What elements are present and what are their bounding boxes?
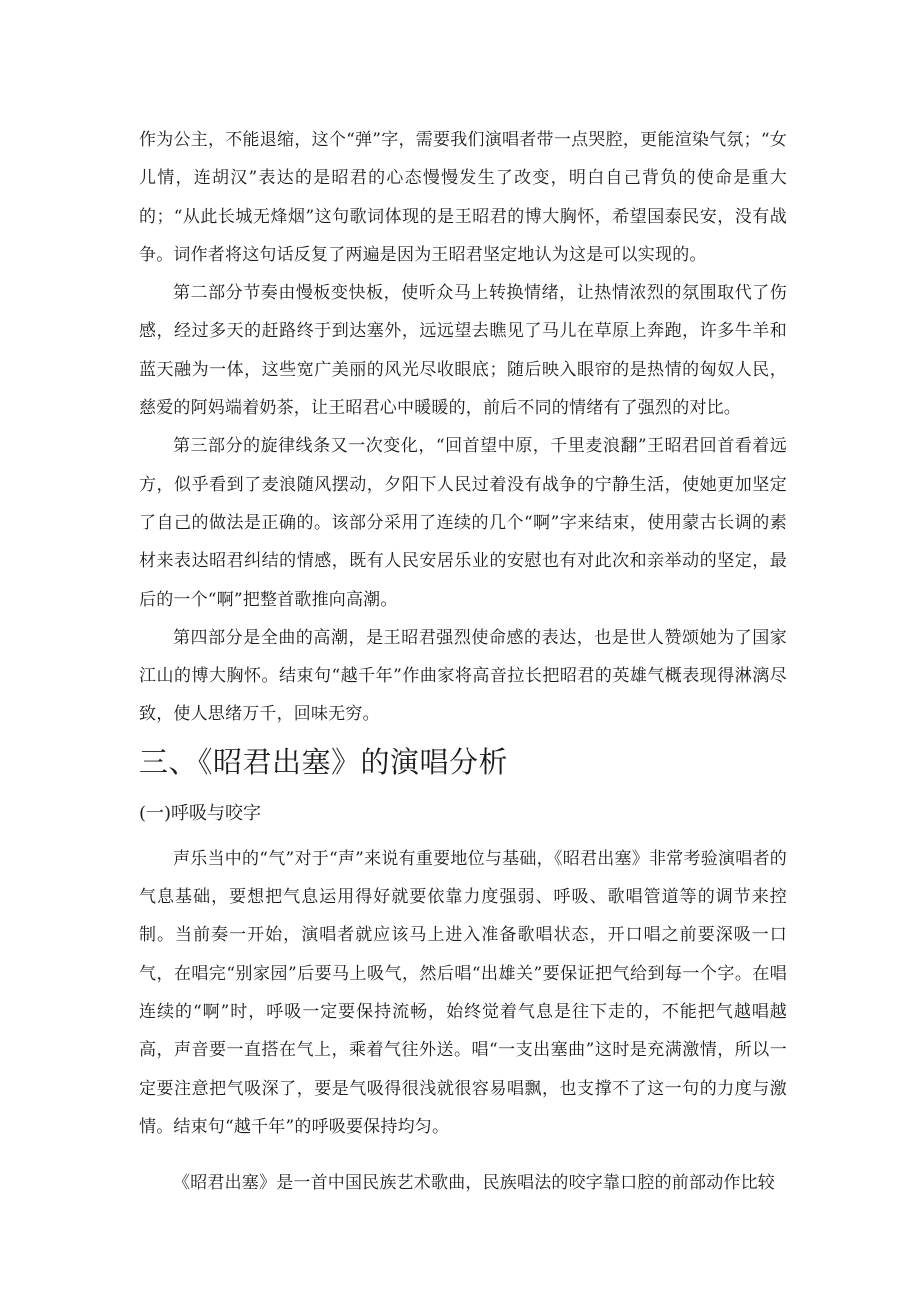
paragraph-breathing: 声乐当中的“气”对于“声”来说有重要地位与基础，《昭君出塞》非常考验演唱者的气息基础，要想把气息运用得好就要依靠力度强弱、呼吸、歌唱管道等的调节来控制。当前奏一开始，演唱者就应该马上进入准备歌唱状态，开口唱之前要深吸一口气，在唱完“别家园”后要马上吸气，然后唱“出雄关”要保证把气给到每一个字。在唱连续的“啊”时，呼吸一定要保持流畅，始终觉着气息是往下走的，不能把气越唱越高，声音要一直搭在气上，乘着气往外送。唱“一支出塞曲”这时是充满激情，所以一定要注意把气吸深了，要是气吸得很浅就很容易唱飘，也支撑不了这一句的力度与激情。结束句“越千年”的呼吸要保持均匀。 [139,848,787,1137]
document-body [139,121,787,1202]
paragraph-articulation: 《昭君出塞》是一首中国民族艺术歌曲，民族唱法的咬字靠口腔的前部动作比较 [173,1173,775,1194]
paragraph-part-three: 第三部分的旋律线条又一次变化，“回首望中原，千里麦浪翻”王昭君回首看着远方，似乎看到了麦浪随风摆动，夕阳下人民过着没有战争的宁静生活，使她更加坚定了自己的做法是正确的。该部分采用了连续的几个“啊”字来结束，使用蒙古长调的素材来表达昭君纠结的情感，既有人民安居乐业的安慰也有对此次和亲举动的坚定，最后的一个“啊”把整首歌推向高潮。 [139,436,787,610]
paragraph-part-two: 第二部分节奏由慢板变快板，使听众马上转换情绪，让热情浓烈的氛围取代了伤感，经过多天的赶路终于到达塞外，远远望去瞧见了马儿在草原上奔跑，许多牛羊和蓝天融为一体，这些宽广美丽的风光尽收眼底；随后映入眼帘的是热情的匈奴人民，慈爱的阿妈端着奶茶，让王昭君心中暖暖的，前后不同的情绪有了强烈的对比。 [139,283,787,419]
paragraph-continuation: 作为公主，不能退缩，这个“弹”字，需要我们演唱者带一点哭腔，更能渲染气氛；“女儿情，连胡汉”表达的是昭君的心态慢慢发生了改变，明白自己背负的使命是重大的；“从此长城无烽烟”这句歌词体现的是王昭君的博大胸怀，希望国泰民安，没有战争。词作者将这句话反复了两遍是因为王昭君坚定地认为这是可以实现的。 [139,130,787,265]
subsection-heading: (一)呼吸与咬字 [139,802,262,824]
section-heading: 三、《昭君出塞》的演唱分析 [139,744,509,779]
paragraph-part-four: 第四部分是全曲的高潮，是王昭君强烈使命感的表达，也是世人赞颂她为了国家江山的博大胸怀。结束句“越千年”作曲家将高音拉长把昭君的英雄气概表现得淋漓尽致，使人思绪万千，回味无穷。 [139,627,787,725]
